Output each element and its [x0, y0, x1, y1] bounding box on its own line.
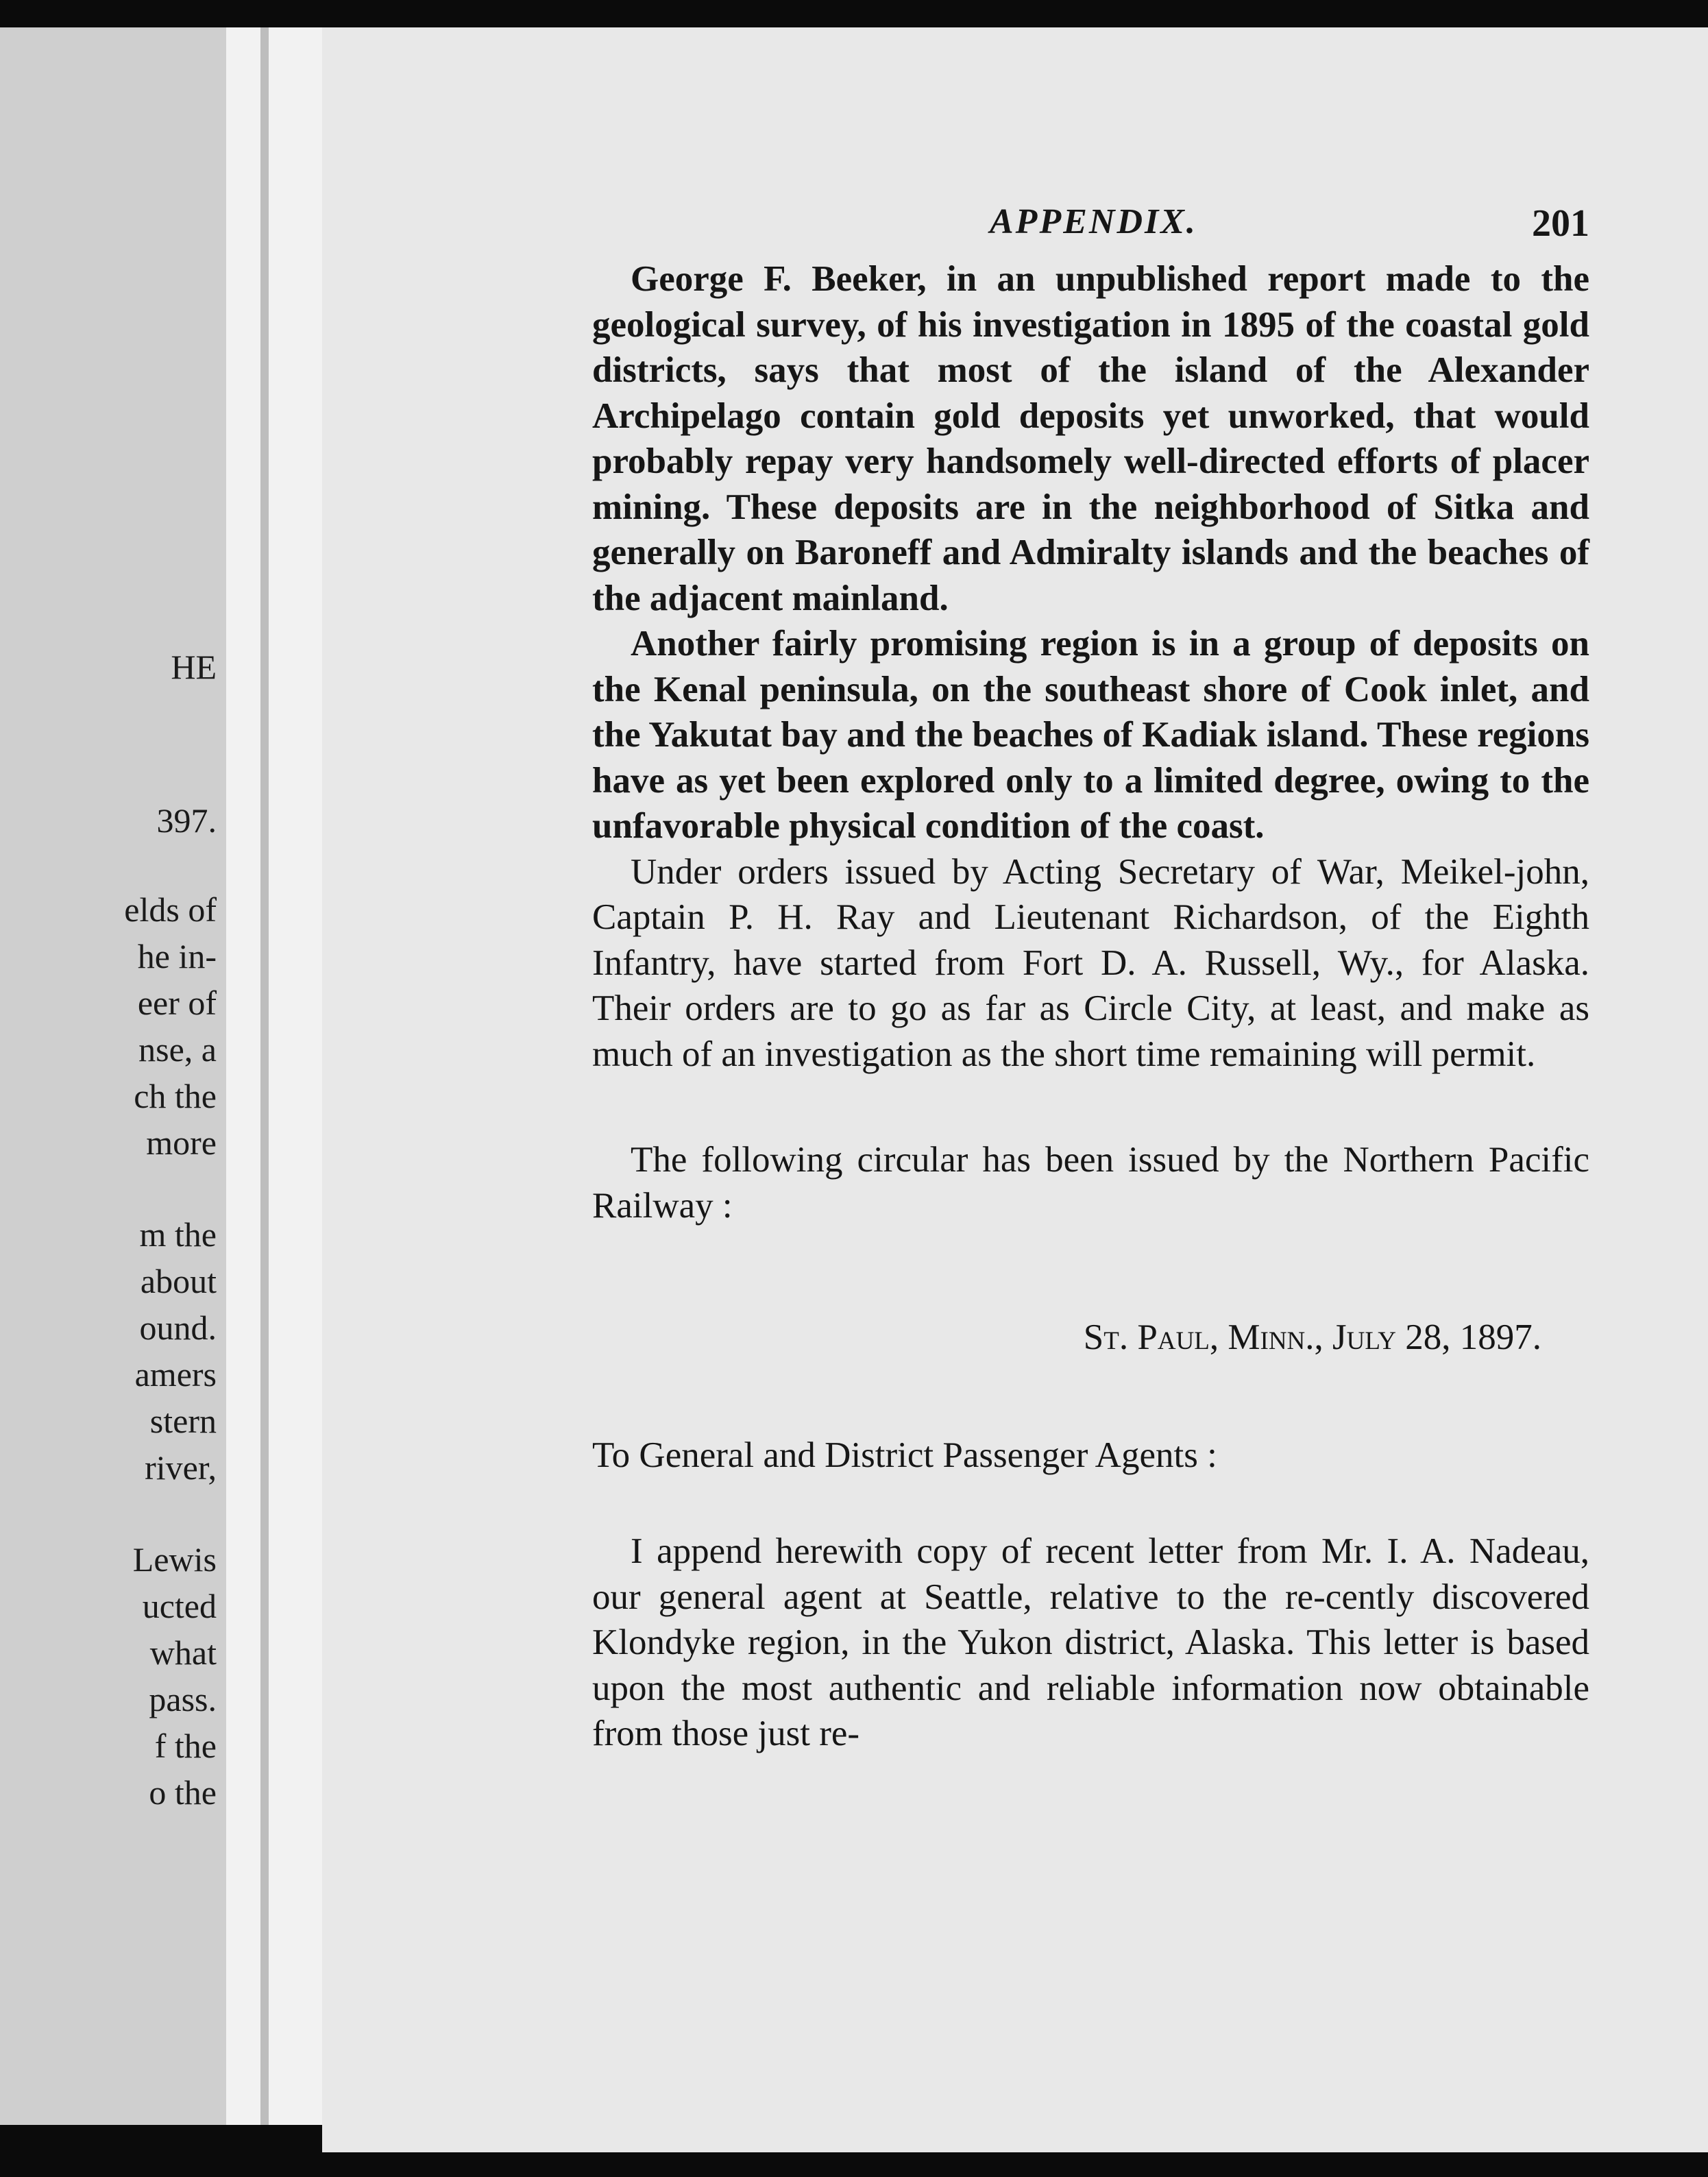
paragraph-circular-intro: The following circular has been issued by the Northern Pacific Railway : — [592, 1140, 1589, 1226]
page-header — [592, 202, 1589, 256]
left-fragment-line: f the — [154, 1727, 217, 1765]
paragraph-kenai-region: Another fairly promising region is in a group of deposits on the Kenal peninsula, on the southeast shore of Cook inlet, and the Yakutat bay and the beaches of Kadiak island. These regions have as yet been explored only to a limited degree, owing to the unfavorable physical condition of the coast. — [592, 624, 1589, 846]
running-head: APPENDIX. — [990, 202, 1197, 241]
page-text — [592, 202, 1589, 1757]
left-fragment-line: about — [140, 1262, 217, 1300]
left-fragment-line: eer of — [137, 984, 217, 1022]
left-fragment-line: 397. — [156, 801, 217, 840]
left-fragment-line: river, — [145, 1448, 217, 1487]
left-fragment-line: nse, a — [138, 1030, 217, 1069]
left-fragment-line: stern — [149, 1402, 217, 1440]
facing-page-fragment — [0, 27, 226, 2125]
paragraph-nadeau-letter: I append herewith copy of recent letter from Mr. I. A. Nadeau, our general agent at Seattle, relative to the re-cently discovered Klondyke region, in the Yukon district, Alaska. This letter is based upon the most authentic and reliable information now obtainable from those just re- — [592, 1531, 1589, 1753]
book-gutter — [226, 27, 322, 2125]
left-fragment-line: amers — [134, 1355, 217, 1394]
left-fragment-line: elds of — [124, 890, 217, 929]
left-fragment-line: ound. — [139, 1309, 217, 1347]
left-fragment-line: ch the — [134, 1077, 217, 1115]
paragraph-becker-report: George F. Beeker, in an unpublished report made to the geological survey, of his investigation in 1895 of the coastal gold districts, says that most of the island of the Alexander Archipelago contain gold deposits yet unworked, that would probably repay very handsomely well-directed efforts of placer mining. These deposits are in the neighborhood of Sitka and generally on Baroneff and Admiralty islands and the beaches of the adjacent mainland. — [592, 259, 1589, 618]
page-201 — [322, 27, 1708, 2152]
addressee: To General and District Passenger Agents : — [592, 1435, 1217, 1475]
page-number: 201 — [1532, 202, 1589, 245]
left-fragment-line: HE — [171, 648, 217, 686]
left-fragment-line: more — [146, 1123, 217, 1162]
gutter-fold — [260, 27, 269, 2125]
left-fragment-line: what — [149, 1633, 217, 1672]
left-fragment-line: o the — [149, 1773, 217, 1812]
paragraph-war-orders: Under orders issued by Acting Secretary of War, Meikel-john, Captain P. H. Ray and Lieutenant Richardson, of the Eighth Infantry, have started from Fort D. A. Russell, Wy., for Alaska. Their orders are to go as far as Circle City, at least, and make as much of an investigation as the short time remaining will permit. — [592, 851, 1589, 1074]
left-fragment-line: he in- — [137, 937, 217, 975]
left-fragment-line: m the — [139, 1215, 217, 1254]
left-fragment-line: pass. — [149, 1680, 217, 1718]
dateline: St. Paul, Minn., July 28, 1897. — [1083, 1317, 1541, 1357]
left-fragment-line: Lewis — [132, 1540, 217, 1579]
left-fragment-line: ucted — [142, 1587, 217, 1625]
